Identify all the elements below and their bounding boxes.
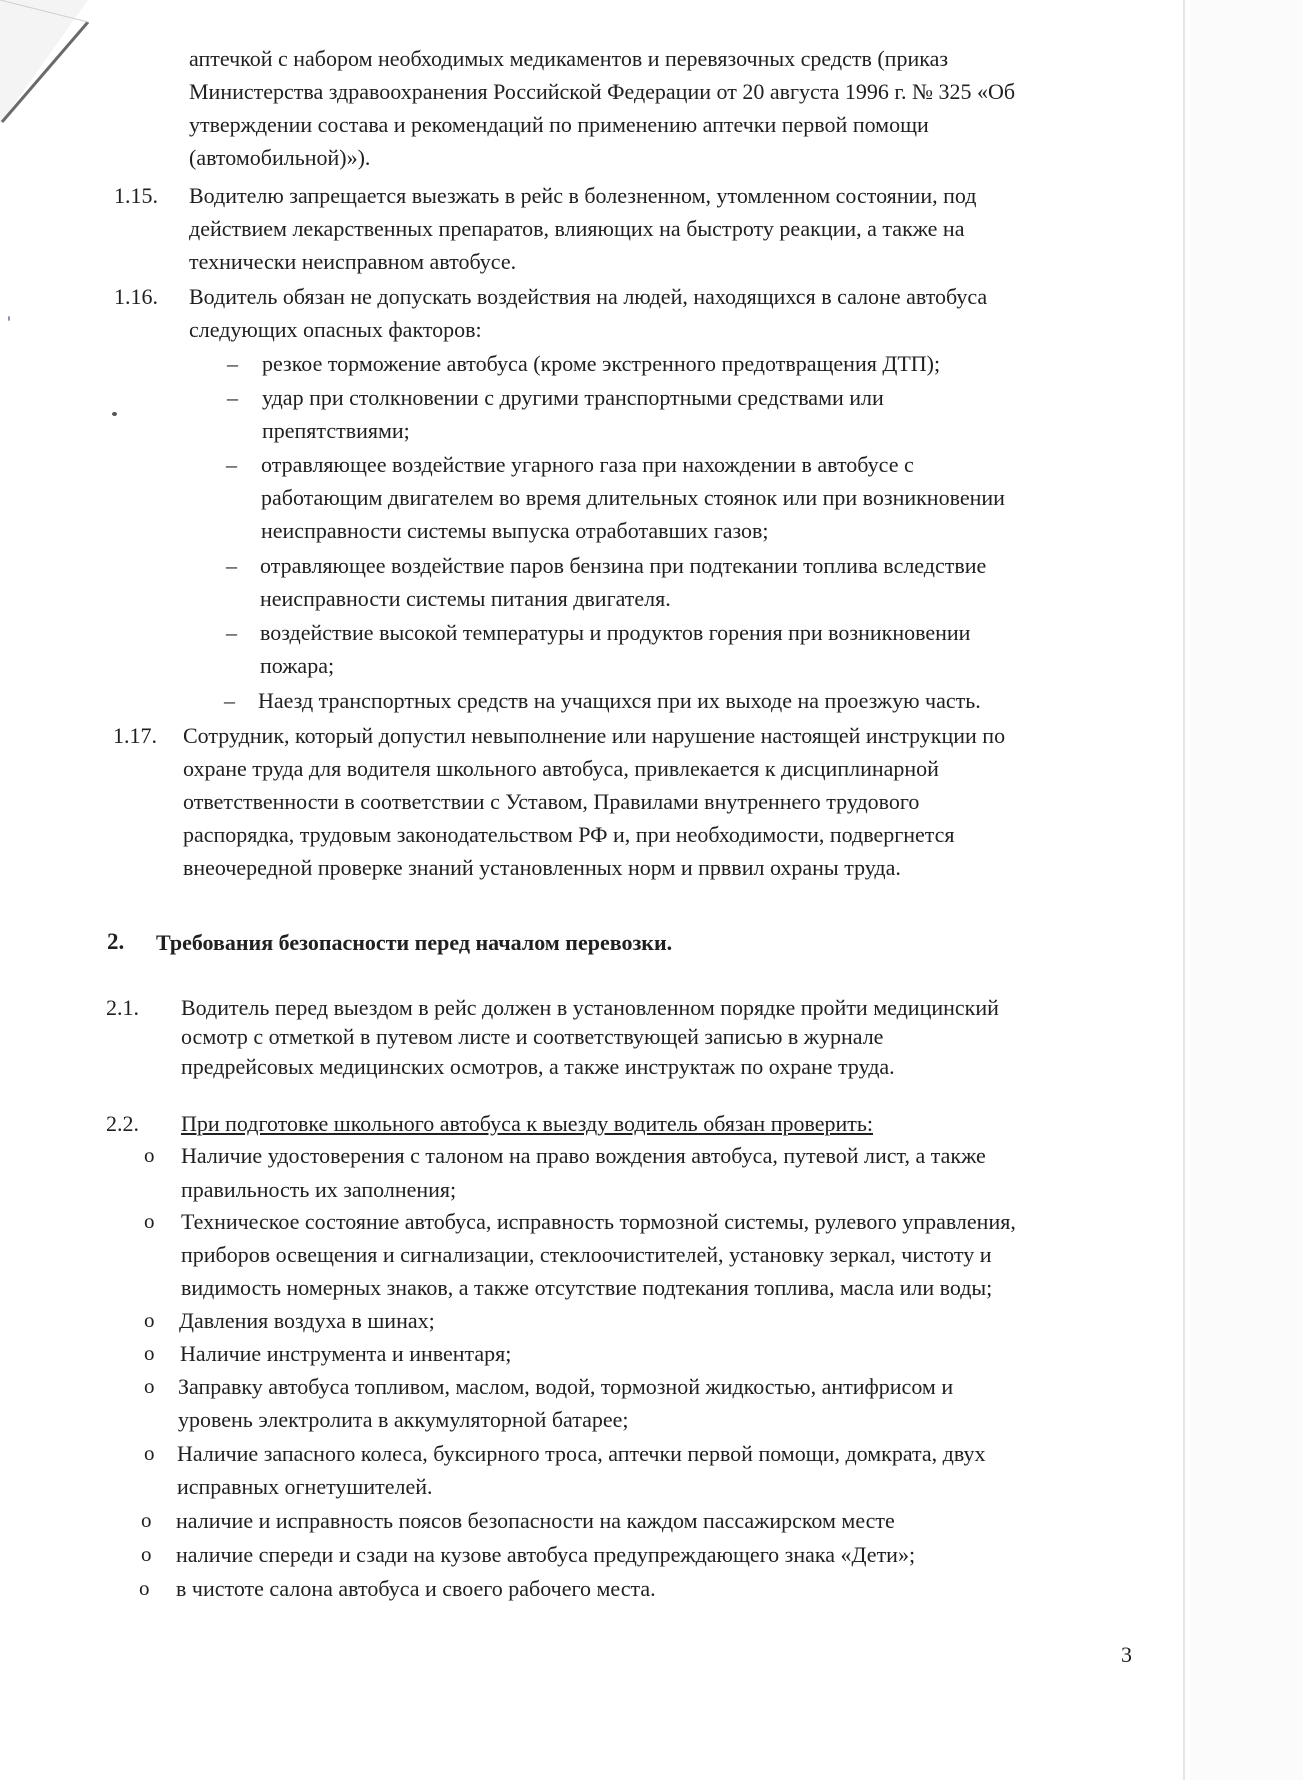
list-item-line: отравляющее воздействие угарного газа при нахождении в автобусе с: [261, 452, 914, 477]
paragraph-line: утверждении состава и рекомендаций по применению аптечки первой помощи: [189, 112, 929, 137]
paragraph-line: Водителю запрещается выезжать в рейс в болезненном, утомленном состоянии, под: [189, 183, 977, 208]
paragraph-line: ответственности в соответствии с Уставом, Правилами внутреннего трудового: [183, 789, 920, 814]
paragraph-line: охране труда для водителя школьного автобуса, привлекается к дисциплинарной: [183, 756, 939, 781]
list-item-line: приборов освещения и сигнализации, стеклоочистителей, установку зеркал, чистоту и: [181, 1242, 992, 1267]
paragraph-line: внеочередной проверке знаний установленных норм и прввил охраны труда.: [183, 855, 901, 880]
section-number: 2.: [107, 929, 125, 954]
list-item-line: исправных огнетушителей.: [177, 1474, 433, 1499]
list-item-line: удар при столкновении с другими транспортными средствами или: [262, 385, 884, 410]
list-item-line: Наличие запасного колеса, буксирного троса, аптечки первой помощи, домкрата, двух: [177, 1441, 986, 1466]
circle-bullet: o: [144, 1308, 155, 1332]
list-item-line: Наезд транспортных средств на учащихся при их выходе на проезжую часть.: [258, 688, 981, 713]
paragraph-line: осмотр с отметкой в путевом листе и соответствующей записью в журнале: [181, 1024, 884, 1049]
circle-bullet: o: [144, 1341, 155, 1365]
list-item-line: работающим двигателем во время длительных стоянок или при возникновении: [261, 485, 1005, 510]
circle-bullet: o: [144, 1374, 155, 1398]
paragraph-line: следующих опасных факторов:: [189, 317, 482, 342]
clause-number: 1.15.: [114, 183, 158, 208]
clause-number: 2.1.: [106, 995, 139, 1020]
dash-bullet: –: [227, 351, 238, 376]
list-item-line: Давления воздуха в шинах;: [179, 1308, 435, 1333]
dash-bullet: –: [227, 385, 238, 410]
folded-corner-mark: [0, 0, 100, 140]
dash-bullet: –: [224, 688, 235, 713]
dash-bullet: –: [226, 452, 237, 477]
circle-bullet: o: [144, 1209, 155, 1233]
scan-edge-shading: [1190, 0, 1303, 1780]
list-item-line: уровень электролита в аккумуляторной батарее;: [178, 1407, 629, 1432]
paragraph-line: распорядка, трудовым законодательством РФ и, при необходимости, подвергнется: [183, 822, 955, 847]
circle-bullet: o: [144, 1441, 155, 1465]
list-item-line: видимость номерных знаков, а также отсутствие подтекания топлива, масла или воды;: [181, 1275, 993, 1300]
list-item-line: резкое торможение автобуса (кроме экстренного предотвращения ДТП);: [262, 351, 941, 376]
list-item-line: отравляющее воздействие паров бензина при подтекании топлива вследствие: [260, 553, 987, 578]
circle-bullet: o: [139, 1576, 150, 1600]
list-item-line: Техническое состояние автобуса, исправность тормозной системы, рулевого управления,: [181, 1209, 1016, 1234]
list-item-line: Наличие инструмента и инвентаря;: [180, 1341, 512, 1366]
list-item-line: Заправку автобуса топливом, маслом, водой, тормозной жидкостью, антифрисом и: [178, 1374, 954, 1399]
clause-number: 1.17.: [113, 723, 157, 748]
list-item-line: пожара;: [260, 653, 335, 678]
scan-edge-line: [1183, 0, 1185, 1780]
list-item-line: Наличие удостоверения с талоном на право вождения автобуса, путевой лист, а также: [181, 1143, 986, 1168]
clause-number: 2.2.: [106, 1111, 139, 1136]
page-number: 3: [1121, 1642, 1132, 1667]
paragraph-line: Министерства здравоохранения Российской Федерации от 20 августа 1996 г. № 325 «Об: [189, 79, 1016, 104]
paragraph-line: Водитель перед выездом в рейс должен в установленном порядке пройти медицинский: [181, 995, 999, 1020]
paragraph-line: действием лекарственных препаратов, влияющих на быстроту реакции, а также на: [189, 216, 965, 241]
clause-lead: При подготовке школьного автобуса к выезду водитель обязан проверить:: [181, 1111, 874, 1136]
paragraph-line: технически неисправном автобусе.: [189, 249, 517, 274]
list-item-line: в чистоте салона автобуса и своего рабочего места.: [176, 1576, 656, 1601]
list-item-line: наличие и исправность поясов безопасности на каждом пассажирском месте: [176, 1508, 895, 1533]
list-item-line: препятствиями;: [262, 418, 410, 443]
list-item-line: неисправности системы выпуска отработавших газов;: [261, 518, 769, 543]
section-title: Требования безопасности перед началом перевозки.: [156, 930, 673, 955]
paragraph-line: Сотрудник, который допустил невыполнение или нарушение настоящей инструкции по: [183, 723, 1006, 748]
scan-speck: [8, 316, 10, 321]
circle-bullet: o: [144, 1143, 155, 1167]
list-item-line: наличие спереди и сзади на кузове автобуса предупреждающего знака «Дети»;: [176, 1542, 916, 1567]
circle-bullet: o: [141, 1508, 152, 1532]
list-item-line: воздействие высокой температуры и продуктов горения при возникновении: [260, 620, 971, 645]
list-item-line: правильность их заполнения;: [181, 1177, 457, 1202]
paragraph-line: аптечкой с набором необходимых медикаментов и перевязочных средств (приказ: [189, 46, 949, 71]
circle-bullet: o: [141, 1542, 152, 1566]
scan-speck: [112, 412, 117, 416]
clause-number: 1.16.: [114, 284, 158, 309]
paragraph-line: Водитель обязан не допускать воздействия на людей, находящихся в салоне автобуса: [189, 284, 988, 309]
paragraph-line: предрейсовых медицинских осмотров, а также инструктаж по охране труда.: [181, 1054, 895, 1079]
dash-bullet: –: [226, 620, 237, 645]
dash-bullet: –: [226, 553, 237, 578]
paragraph-line: (автомобильной)»).: [189, 145, 371, 170]
list-item-line: неисправности системы питания двигателя.: [260, 586, 671, 611]
